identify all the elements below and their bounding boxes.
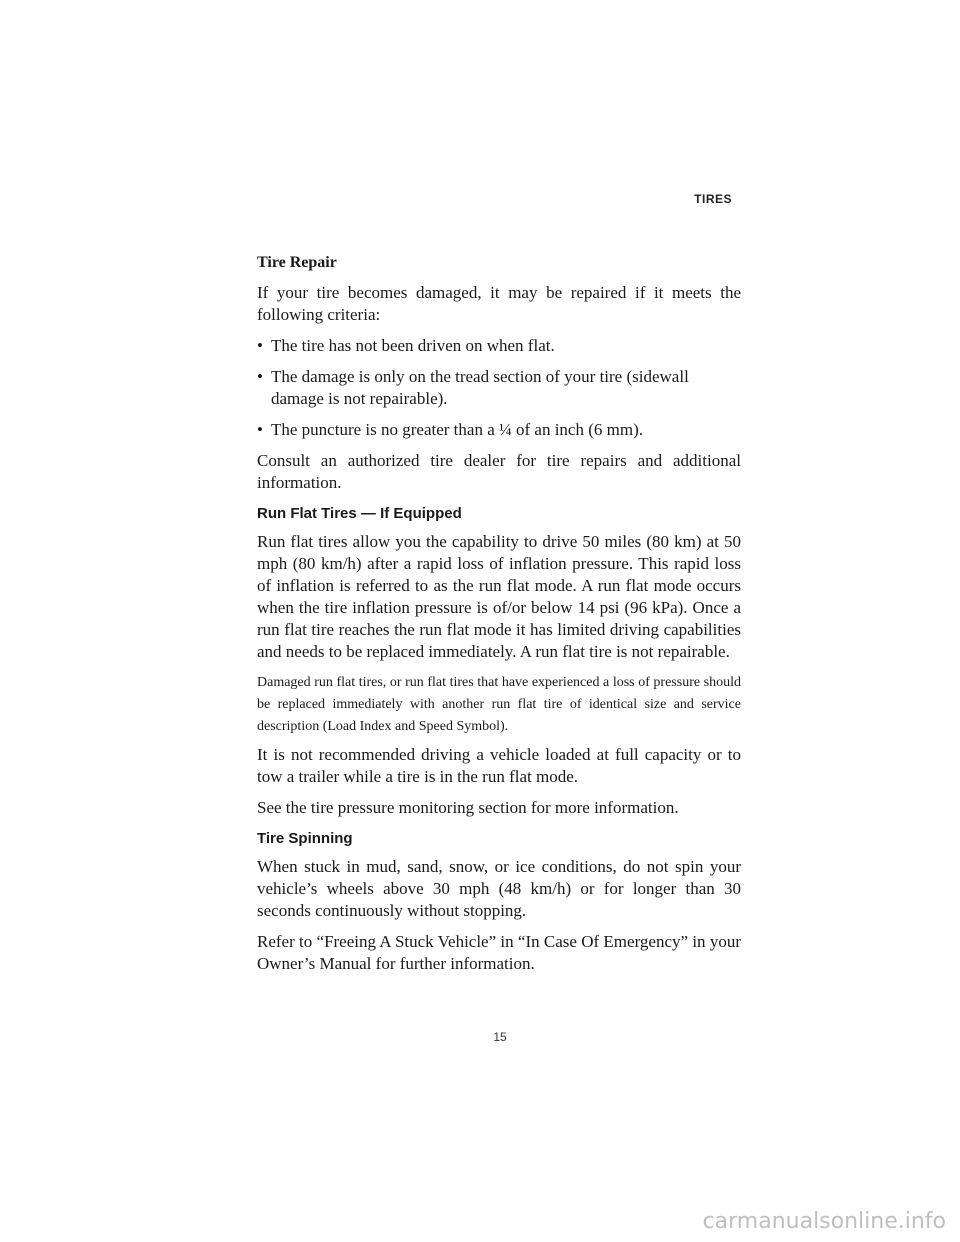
page-content	[257, 244, 741, 984]
tire-spinning-heading: Tire Spinning	[257, 830, 353, 847]
run-flat-paragraph-3: See the tire pressure monitoring section for more information.	[257, 798, 679, 817]
bullet-icon: •	[257, 336, 263, 355]
page-number: 15	[493, 1030, 507, 1044]
run-flat-paragraph: Run flat tires allow you the capability to drive 50 miles (80 km) at 50 mph (80 km/h) after a rapid loss of inflation pressure. This rapid loss of inflation is referred to as the run flat mode. A run flat mode occurs when the tire inflation pressure is of/or below 14 psi (96 kPa). Once a run flat tire reaches the run flat mode it has limited driving capabilities and needs to be replaced immediately. A run flat tire is not repairable.	[257, 532, 741, 661]
bullet-icon: •	[257, 367, 263, 386]
list-item-text: The puncture is no greater than a ¼ of an inch (6 mm).	[271, 420, 643, 439]
list-item-text: The tire has not been driven on when flat.	[271, 336, 555, 355]
run-flat-note: Damaged run flat tires, or run flat tires that have experienced a loss of pressure should be replaced immediately with another run flat tire of identical size and service description (Load Index and Speed Symbol).	[257, 675, 741, 734]
run-flat-paragraph-2: It is not recommended driving a vehicle loaded at full capacity or to tow a trailer while a tire is in the run flat mode.	[257, 745, 741, 786]
running-head: TIRES	[694, 192, 732, 206]
list-item	[257, 366, 741, 410]
list-item	[257, 335, 741, 357]
list-item-text: The damage is only on the tread section of your tire (sidewall damage is not repairable).	[271, 367, 689, 408]
watermark: carmanualsonline.info	[702, 1209, 946, 1234]
tire-repair-title: Tire Repair	[257, 254, 337, 271]
list-item	[257, 419, 741, 441]
repair-criteria-list	[257, 335, 741, 441]
run-flat-heading: Run Flat Tires — If Equipped	[257, 505, 462, 522]
tire-repair-consult: Consult an authorized tire dealer for tire repairs and additional information.	[257, 451, 741, 492]
tire-repair-intro: If your tire becomes damaged, it may be repaired if it meets the following criteria:	[257, 283, 741, 324]
tire-spinning-paragraph: When stuck in mud, sand, snow, or ice conditions, do not spin your vehicle’s wheels above 30 mph (48 km/h) or for longer than 30 seconds continuously without stopping.	[257, 857, 741, 920]
tire-spinning-paragraph-2: Refer to “Freeing A Stuck Vehicle” in “In Case Of Emergency” in your Owner’s Manual for further information.	[257, 932, 741, 973]
bullet-icon: •	[257, 420, 263, 439]
